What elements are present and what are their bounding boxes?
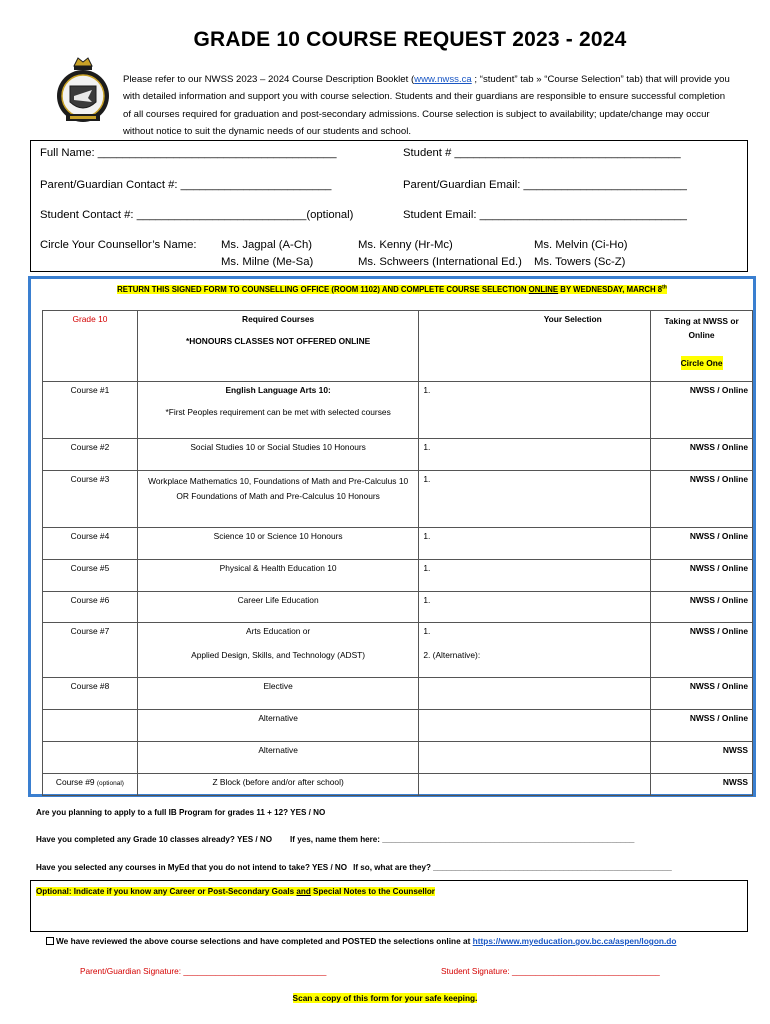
table-row: Course #6 Career Life Education 1. NWSS / Online: [43, 592, 753, 623]
counsellor-notes-box[interactable]: [30, 880, 748, 932]
taking-choice[interactable]: NWSS / Online: [651, 560, 753, 592]
your-selection-header: Your Selection: [419, 311, 651, 382]
page-title: GRADE 10 COURSE REQUEST 2023 - 2024: [193, 28, 627, 51]
selection-cell[interactable]: [419, 678, 651, 710]
return-notice: RETURN THIS SIGNED FORM TO COUNSELLING OFFICE (ROOM 1102) AND COMPLETE COURSE SELECTION ONLINE BY WEDNESDAY, MARCH 8th: [117, 284, 667, 294]
table-row: Course #5 Physical & Health Education 10 1. NWSS / Online: [43, 560, 753, 592]
student-email-field[interactable]: Student Email: _________________________________: [403, 209, 687, 221]
selection-cell[interactable]: 1. 2. (Alternative):: [419, 623, 651, 678]
selection-cell[interactable]: 1.: [419, 439, 651, 471]
selection-cell[interactable]: [419, 742, 651, 774]
taking-choice[interactable]: NWSS / Online: [651, 623, 753, 678]
selection-cell[interactable]: [419, 710, 651, 742]
myeducation-link[interactable]: https://www.myeducation.gov.bc.ca/aspen/logon.do: [472, 936, 677, 946]
taking-choice[interactable]: NWSS / Online: [651, 528, 753, 560]
not-intend-question[interactable]: Have you selected any courses in MyEd that you do not intend to take? YES / NO If so, what are they? _____________________________________________________: [36, 863, 672, 872]
table-row: Course #7 Arts Education or Applied Design, Skills, and Technology (ADST) 1. 2. (Alternative): NWSS / Online: [43, 623, 753, 678]
counsellor-option[interactable]: Ms. Schweers (International Ed.): [358, 256, 522, 268]
parent-email-field[interactable]: Parent/Guardian Email: __________________________: [403, 179, 687, 191]
counsellor-label: Circle Your Counsellor’s Name:: [40, 239, 197, 251]
parent-contact-field[interactable]: Parent/Guardian Contact #: ________________________: [40, 179, 332, 191]
counsellor-option[interactable]: Ms. Kenny (Hr-Mc): [358, 239, 453, 251]
counsellor-option[interactable]: Ms. Milne (Me-Sa): [221, 256, 314, 268]
selection-cell[interactable]: 1.: [419, 592, 651, 623]
selection-cell[interactable]: 1.: [419, 382, 651, 439]
school-crest-icon: [52, 52, 114, 132]
parent-signature-field[interactable]: Parent/Guardian Signature: _______________________________: [80, 966, 327, 976]
review-confirmation: We have reviewed the above course selections and have completed and POSTED the selections online at https://www.myeducation.gov.bc.ca/aspen/logon.do: [46, 936, 676, 946]
taking-choice[interactable]: NWSS / Online: [651, 678, 753, 710]
counsellor-option[interactable]: Ms. Towers (Sc-Z): [534, 256, 626, 268]
full-name-field[interactable]: Full Name: ______________________________________: [40, 147, 337, 159]
taking-choice[interactable]: NWSS / Online: [651, 710, 753, 742]
intro-paragraph: Please refer to our NWSS 2023 – 2024 Course Description Booklet (www.nwss.ca ; “student” tab » “Course Selection” tab) that will provide you with detailed information and support you with course selection. Students and their guardians are responsible to ensure successful completion of all courses required for graduation and post-secondary admissions. Course selection is subject to availability; update/change may occur without notice to suit the dynamic needs of our students and school.: [123, 74, 730, 137]
table-header-row: [43, 311, 753, 382]
selection-cell[interactable]: 1.: [419, 560, 651, 592]
table-row: Course #9 (optional) Z Block (before and/or after school) NWSS: [43, 774, 753, 796]
table-row: Course #1 English Language Arts 10: *First Peoples requirement can be met with selected courses 1. NWSS / Online: [43, 382, 753, 439]
table-row: Alternative NWSS: [43, 742, 753, 774]
table-row: Course #2 Social Studies 10 or Social Studies 10 Honours 1. NWSS / Online: [43, 439, 753, 471]
footer-note: Scan a copy of this form for your safe keeping.: [292, 993, 478, 1003]
student-number-field[interactable]: Student # ____________________________________: [403, 147, 681, 159]
review-checkbox[interactable]: [46, 937, 54, 945]
required-courses-header: Required Courses *HONOURS CLASSES NOT OFFERED ONLINE: [137, 311, 419, 382]
taking-choice[interactable]: NWSS / Online: [651, 592, 753, 623]
table-row: Course #8 Elective NWSS / Online: [43, 678, 753, 710]
student-info-box: [30, 140, 748, 272]
counsellor-option[interactable]: Ms. Jagpal (A-Ch): [221, 239, 313, 251]
counsellor-option[interactable]: Ms. Melvin (Ci-Ho): [534, 239, 628, 251]
table-row: Course #4 Science 10 or Science 10 Honours 1. NWSS / Online: [43, 528, 753, 560]
notes-label: Optional: Indicate if you know any Career or Post-Secondary Goals and Special Notes to the Counsellor: [36, 887, 435, 896]
taking-header: Taking at NWSS or Online Circle One: [651, 311, 753, 382]
course-selection-frame: [28, 276, 756, 797]
completed-question[interactable]: Have you completed any Grade 10 classes already? YES / NO If yes, name them here: ________________________________________________________: [36, 835, 635, 844]
table-row: Course #3 Workplace Mathematics 10, Foundations of Math and Pre-Calculus 10 OR Foundations of Math and Pre-Calculus 10 Honours 1. NWSS / Online: [43, 471, 753, 528]
ib-question[interactable]: Are you planning to apply to a full IB Program for grades 11 + 12? YES / NO: [36, 808, 326, 817]
selection-cell[interactable]: [419, 774, 651, 796]
selection-cell[interactable]: 1.: [419, 528, 651, 560]
taking-choice[interactable]: NWSS / Online: [651, 382, 753, 439]
taking-choice[interactable]: NWSS: [651, 774, 753, 796]
taking-choice[interactable]: NWSS / Online: [651, 439, 753, 471]
student-signature-field[interactable]: Student Signature: ________________________________: [441, 966, 660, 976]
taking-choice[interactable]: NWSS / Online: [651, 471, 753, 528]
taking-choice[interactable]: NWSS: [651, 742, 753, 774]
grade-header: Grade 10: [43, 311, 138, 382]
course-table: [42, 310, 753, 796]
student-contact-field[interactable]: Student Contact #: ___________________________(optional): [40, 209, 354, 221]
selection-cell[interactable]: 1.: [419, 471, 651, 528]
nwss-link[interactable]: www.nwss.ca: [414, 74, 472, 85]
table-row: Alternative NWSS / Online: [43, 710, 753, 742]
